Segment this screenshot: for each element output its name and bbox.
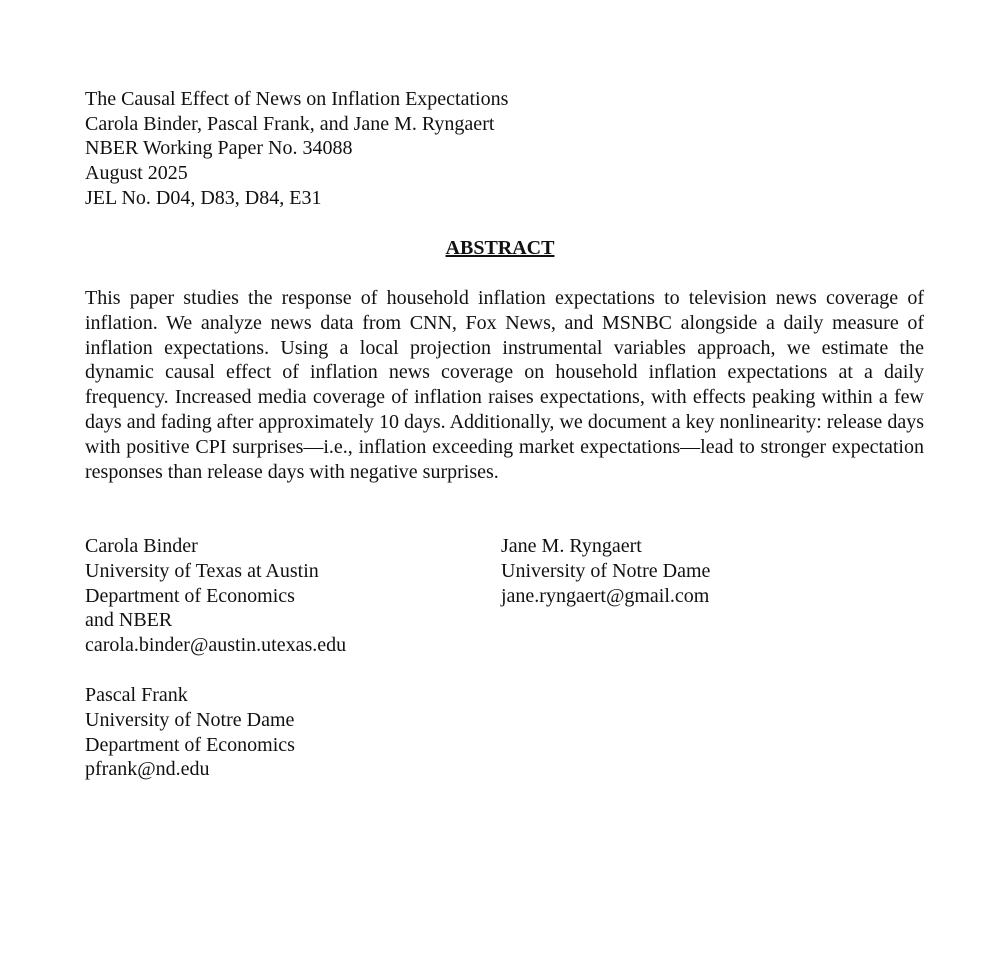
publication-date: August 2025	[85, 162, 188, 185]
paper-title: The Causal Effect of News on Inflation Expectations	[85, 88, 509, 110]
author-department: Department of Economics	[85, 584, 295, 607]
author-email: jane.ryngaert@gmail.com	[501, 584, 710, 607]
paper-header	[85, 87, 508, 211]
author-department: Department of Economics	[85, 733, 295, 756]
author-name: Carola Binder	[85, 535, 198, 557]
author-block-binder	[85, 534, 346, 658]
author-affiliation: University of Notre Dame	[85, 708, 295, 731]
author-affiliation: University of Texas at Austin	[85, 559, 319, 582]
abstract-text: This paper studies the response of household inflation expectations to television news coverage of inflation. We analyze news data from CNN, Fox News, and MSNBC alongside a daily measure of inflation expectations. Using a local projection instrumental variables approach, we estimate the dynamic causal effect of inflation news coverage on household inflation expectations at a daily frequency. Increased media coverage of inflation raises expectations, with effects peaking within a few days and fading after approximately 10 days. Additionally, we document a key nonlinearity: release days with positive CPI surprises—i.e., inflation exceeding market expectations—lead to stronger expectation responses than release days with negative surprises.	[85, 287, 924, 483]
abstract-heading: ABSTRACT	[445, 237, 555, 259]
author-affiliation-extra: and NBER	[85, 609, 173, 632]
author-name: Pascal Frank	[85, 684, 188, 706]
author-name: Jane M. Ryngaert	[501, 535, 642, 557]
author-block-frank	[85, 683, 295, 782]
author-block-ryngaert	[501, 534, 710, 608]
jel-codes: JEL No. D04, D83, D84, E31	[85, 186, 322, 209]
author-email: pfrank@nd.edu	[85, 758, 210, 781]
author-email: carola.binder@austin.utexas.edu	[85, 634, 347, 657]
author-affiliation: University of Notre Dame	[501, 559, 711, 582]
working-paper-number: NBER Working Paper No. 34088	[85, 137, 353, 160]
paper-authors: Carola Binder, Pascal Frank, and Jane M. Ryngaert	[85, 112, 495, 135]
